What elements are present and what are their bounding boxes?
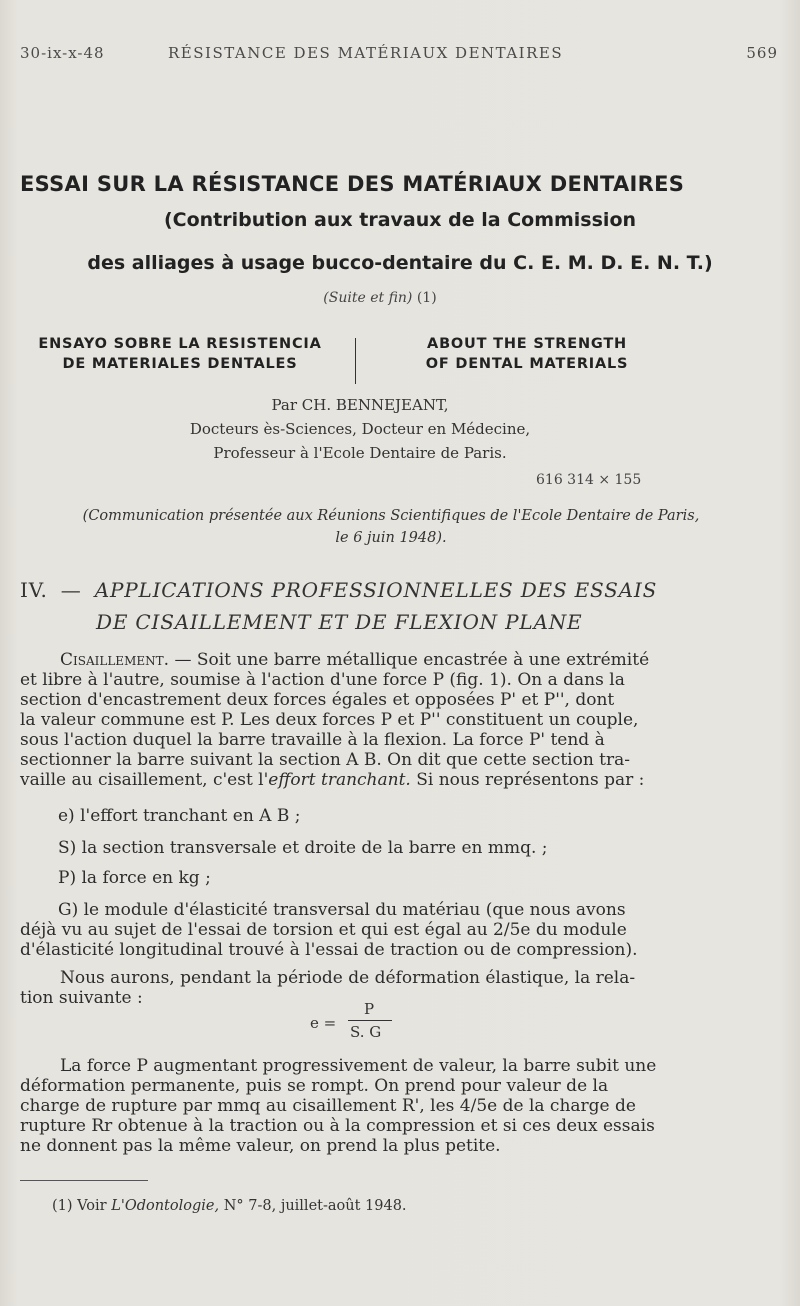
paragraph-cisaillement — [20, 650, 762, 790]
section-title-2: DE CISAILLEMENT ET DE FLEXION PLANE — [96, 610, 583, 634]
suite-footnote-ref: (1) — [416, 290, 437, 306]
author-titles-1: Docteurs ès-Sciences, Docteur en Médecine, — [189, 420, 531, 438]
communication-note-line1: (Communication présentée aux Réunions Scientifiques de l'Ecole Dentaire de Paris, — [82, 508, 700, 524]
article-title: ESSAI SUR LA RÉSISTANCE DES MATÉRIAUX DENTAIRES — [20, 172, 685, 196]
definition-p: P) la force en kg ; — [58, 868, 211, 888]
footnote-journal: L'Odontologie, — [111, 1198, 220, 1214]
section-title-1: APPLICATIONS PROFESSIONNELLES DES ESSAIS — [94, 578, 658, 602]
formula — [310, 1000, 430, 1044]
run-in-heading: Cisaillement. — [60, 650, 170, 670]
paragraph-line: rupture Rr obtenue à la traction ou à la compression et si ces deux essais — [20, 1116, 655, 1136]
paragraph-line: section d'encastrement deux forces égales et opposées P' et P'', dont — [20, 690, 615, 710]
definition-g — [20, 900, 762, 960]
header-date: 30-ix-x-48 — [20, 44, 105, 62]
definition-s: S) la section transversale et droite de la barre en mmq. ; — [58, 838, 548, 858]
header-title: RÉSISTANCE DES MATÉRIAUX DENTAIRES — [168, 44, 564, 62]
formula-numerator: P — [364, 1000, 375, 1018]
section-dash: — — [60, 578, 82, 602]
footnote-details: N° 7-8, juillet-août 1948. — [223, 1198, 407, 1214]
formula-lhs: e = — [310, 1014, 337, 1032]
article-subtitle-line1: (Contribution aux travaux de la Commission — [163, 209, 637, 231]
formula-denominator: S. G — [350, 1023, 382, 1041]
paragraph-line: charge de rupture par mmq au cisaillement R', les 4/5e de la charge de — [20, 1096, 636, 1116]
paragraph-line: La force P augmentant progressivement de valeur, la barre subit une — [60, 1056, 657, 1076]
footnote — [52, 1198, 407, 1214]
title-divider — [355, 338, 356, 384]
suite-note — [0, 290, 760, 306]
suite-text: (Suite et fin) — [323, 290, 413, 306]
communication-note-line2: le 6 juin 1948). — [335, 530, 447, 546]
paragraph-rupture — [20, 1056, 762, 1156]
paragraph-line: et libre à l'autre, soumise à l'action d'une force P (fig. 1). On a dans la — [20, 670, 625, 690]
paragraph-line: déformation permanente, puis se rompt. On prend pour valeur de la — [20, 1076, 609, 1096]
section-heading-line1 — [20, 578, 780, 602]
paragraph-line: déjà vu au sujet de l'essai de torsion et qui est égal au 2/5e du module — [20, 920, 627, 940]
paragraph-line: Cisaillement. — Soit une barre métallique encastrée à une extrémité — [60, 650, 650, 670]
running-header — [20, 44, 778, 68]
fraction-bar — [348, 1020, 392, 1021]
paragraph-line: sectionner la barre suivant la section A B. On dit que cette section tra- — [20, 750, 631, 770]
classification-number: 616 314 × 155 — [536, 472, 642, 488]
author-byline: Par CH. BENNEJEANT, — [271, 396, 449, 414]
english-title-line2: OF DENTAL MATERIALS — [425, 356, 629, 372]
footnote-rule — [20, 1180, 148, 1181]
paragraph-line: ne donnent pas la même valeur, on prend la plus petite. — [20, 1136, 501, 1156]
definition-e: e) l'effort tranchant en A B ; — [58, 806, 301, 826]
paragraph-line: tion suivante : — [20, 988, 143, 1008]
english-title-line1: ABOUT THE STRENGTH — [427, 336, 627, 352]
spanish-title-line1: ENSAYO SOBRE LA RESISTENCIA — [38, 336, 322, 352]
paragraph-line: sous l'action duquel la barre travaille à la flexion. La force P' tend à — [20, 730, 605, 750]
footnote-marker: (1) Voir — [52, 1198, 107, 1214]
emphasis: effort tranchant. — [268, 770, 411, 790]
paragraph-line: G) le module d'élasticité transversal du matériau (que nous avons — [58, 900, 626, 920]
author-titles-2: Professeur à l'Ecole Dentaire de Paris. — [213, 444, 507, 462]
section-number: IV. — [20, 578, 48, 602]
page-number: 569 — [746, 44, 778, 62]
spanish-title-line2: DE MATERIALES DENTALES — [62, 356, 298, 372]
paragraph-line: Nous aurons, pendant la période de déformation élastique, la rela- — [60, 968, 636, 988]
paragraph-line: d'élasticité longitudinal trouvé à l'essai de traction ou de compression). — [20, 940, 638, 960]
article-subtitle-line2: des alliages à usage bucco-dentaire du C. E. M. D. E. N. T.) — [87, 252, 713, 274]
paragraph-line: la valeur commune est P. Les deux forces P et P'' constituent un couple, — [20, 710, 639, 730]
paragraph-line: vaille au cisaillement, c'est l'effort tranchant. Si nous représentons par : — [20, 770, 645, 790]
